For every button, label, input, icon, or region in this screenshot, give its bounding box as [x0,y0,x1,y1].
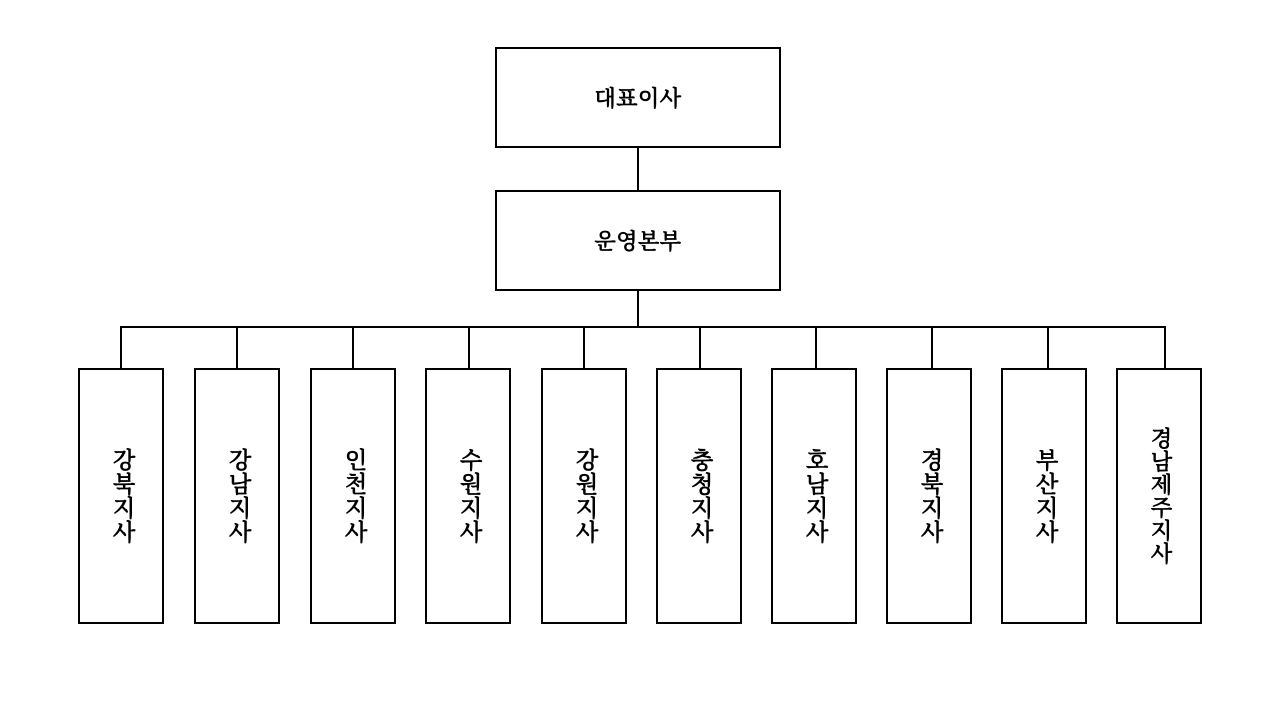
connector-drop-10 [1164,326,1166,368]
connector-drop-6 [699,326,701,368]
connector-drop-7 [815,326,817,368]
connector-ceo-to-operations [637,148,639,190]
connector-drop-8 [931,326,933,368]
node-branch-gangnam: 강남지사 [194,368,280,624]
node-branch-chungcheong: 충청지사 [656,368,742,624]
connector-drop-3 [352,326,354,368]
connector-drop-1 [120,326,122,368]
node-branch-busan: 부산지사 [1001,368,1087,624]
connector-drop-4 [468,326,470,368]
connector-horizontal-bus [120,326,1166,328]
connector-drop-2 [236,326,238,368]
node-branch-gangbuk: 강북지사 [78,368,164,624]
node-operations-hq: 운영본부 [495,190,781,291]
node-branch-gangwon: 강원지사 [541,368,627,624]
connector-drop-5 [583,326,585,368]
node-ceo: 대표이사 [495,47,781,148]
node-branch-suwon: 수원지사 [425,368,511,624]
node-branch-honam: 호남지사 [771,368,857,624]
connector-drop-9 [1047,326,1049,368]
node-branch-gyeongbuk: 경북지사 [886,368,972,624]
node-branch-gyeongnam-jeju: 경남제주지사 [1116,368,1202,624]
connector-operations-to-bus [637,291,639,327]
node-branch-incheon: 인천지사 [310,368,396,624]
